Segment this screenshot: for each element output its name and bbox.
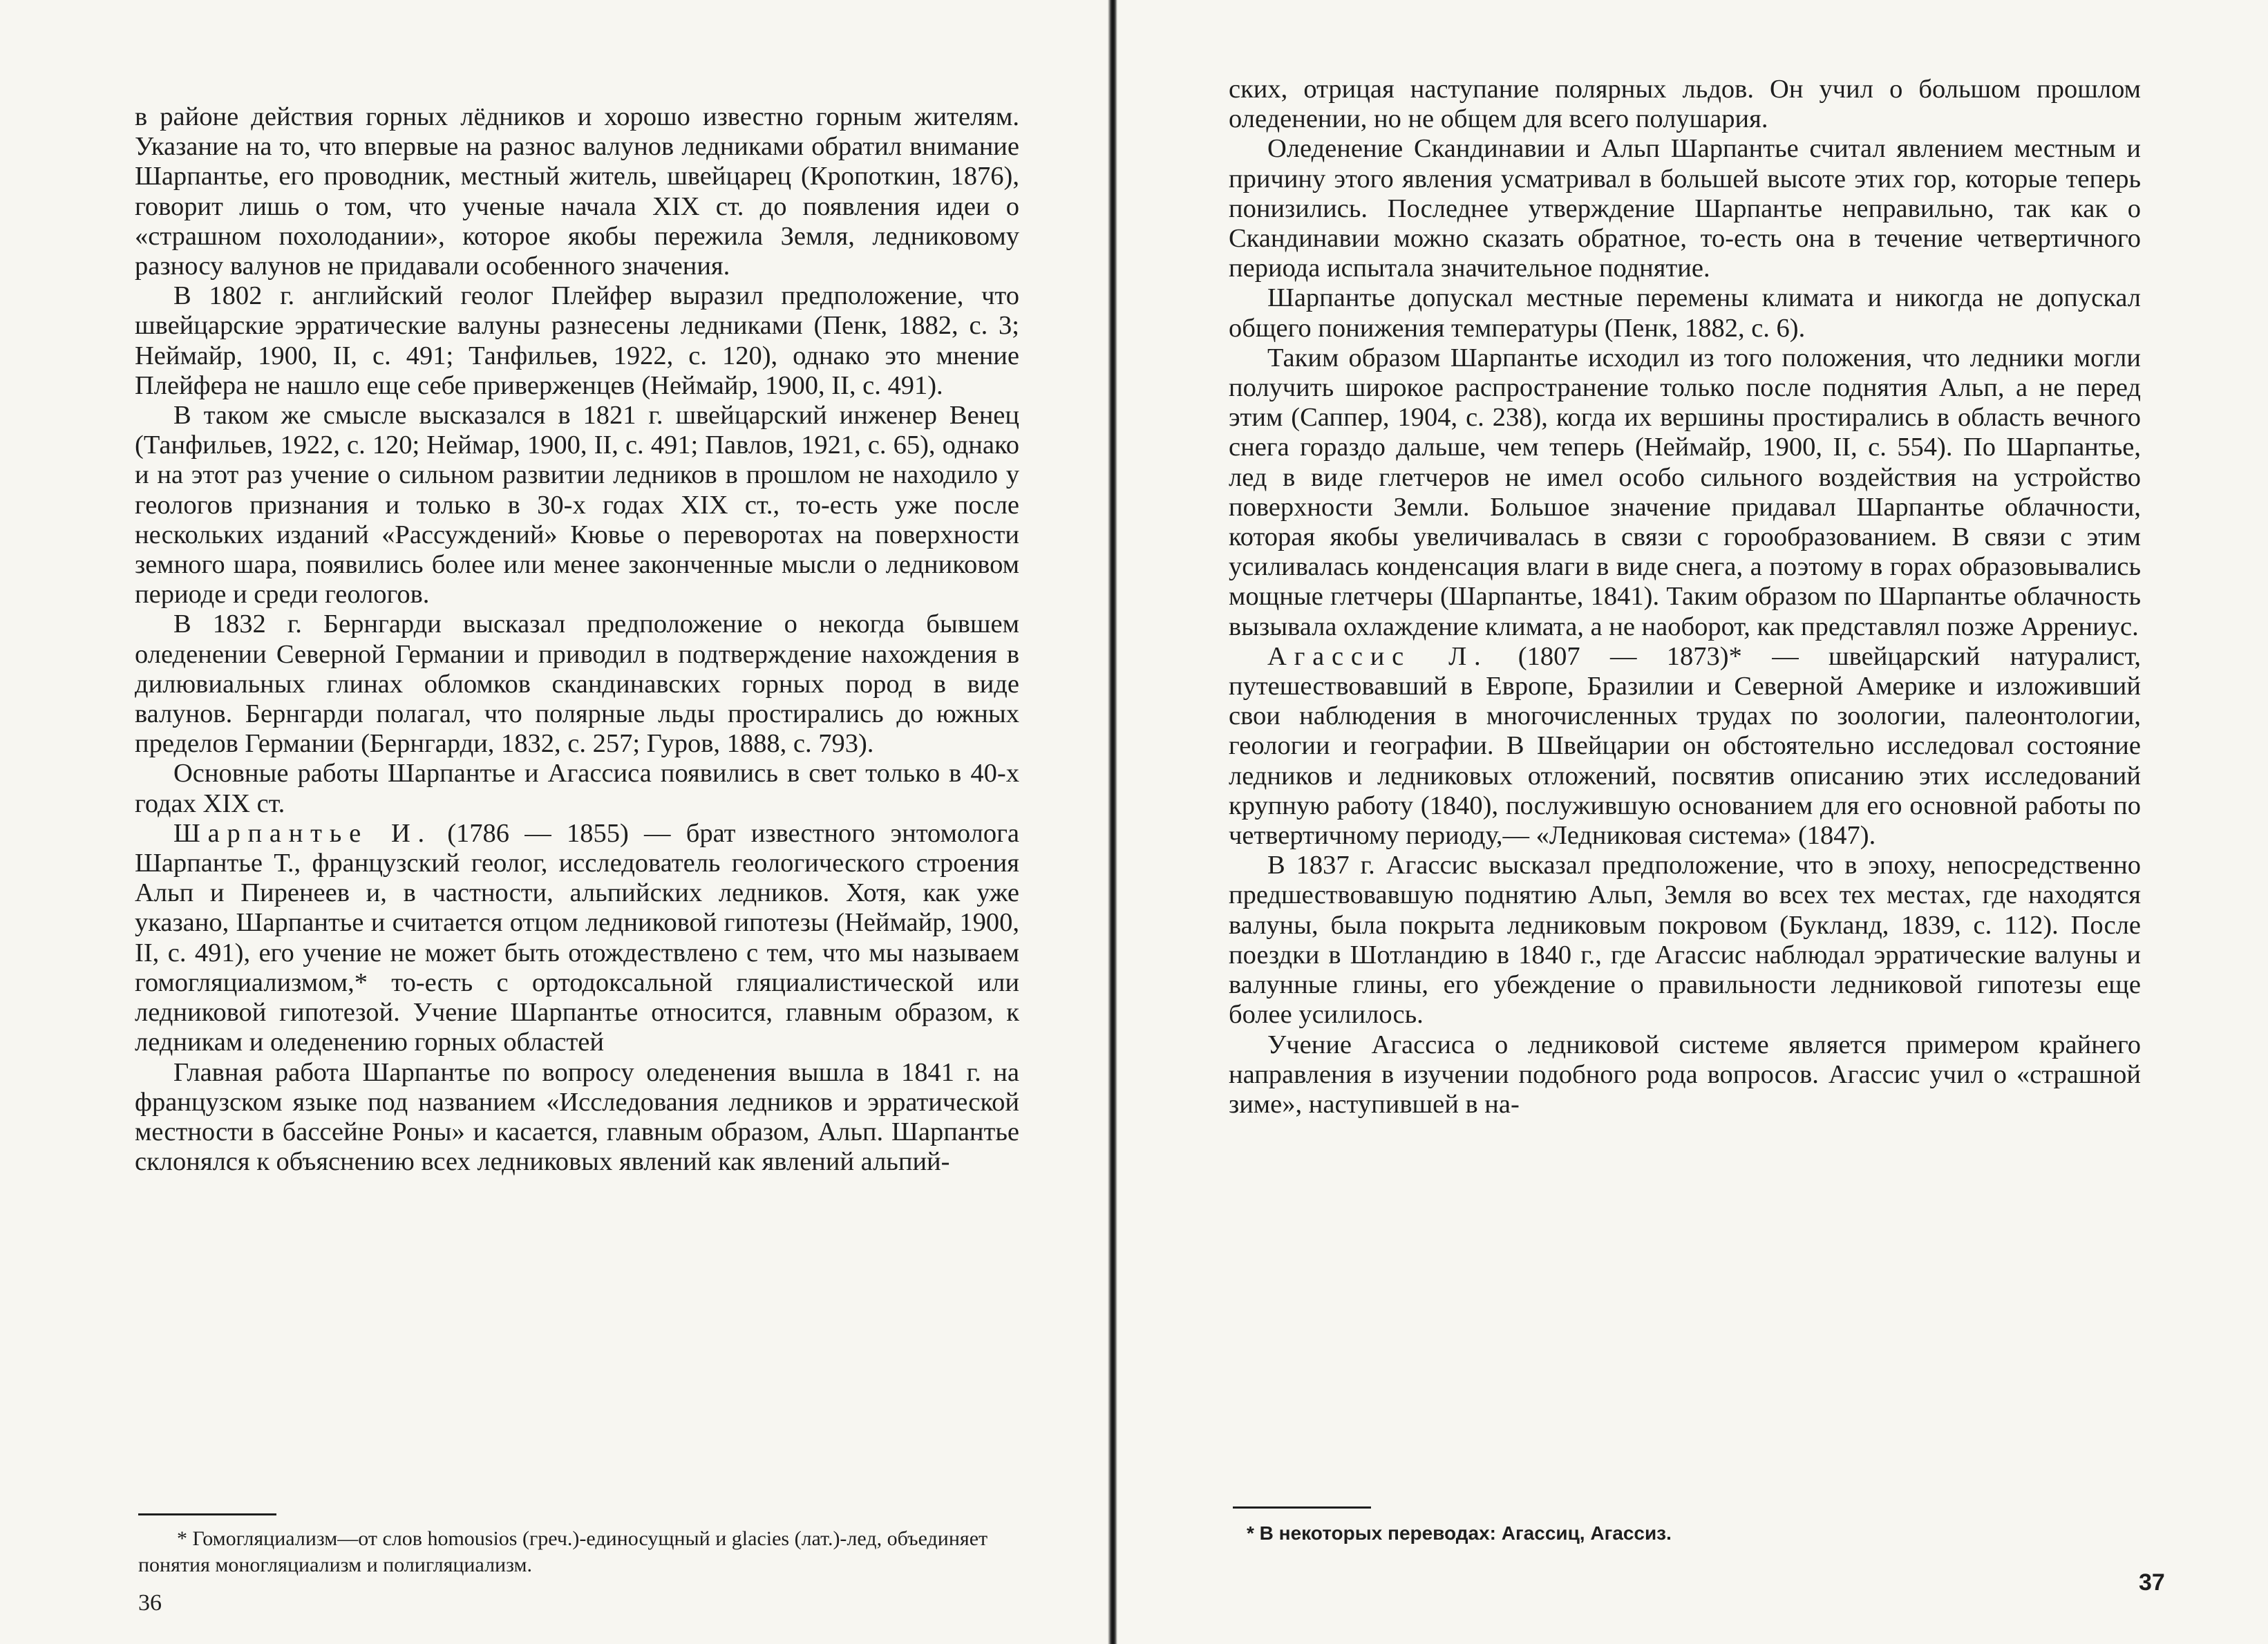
paragraph: Главная работа Шарпантье по вопросу оледенения вышла в 1841 г. на французском языке под названием «Исследования ледников и эрратической местности в бассейне Роны» и касается, главным образом, Альп. Шарпантье склонялся к объяснению всех ледниковых явлений как явлений альпий-	[135, 1057, 1019, 1177]
footnote: * В некоторых переводах: Агассиц, Агассиз.	[1247, 1522, 1672, 1544]
footnote-rule	[138, 1513, 276, 1515]
paragraph: В 1832 г. Бернгарди высказал предположение о некогда бывшем оледенении Северной Германии и приводил в подтверждение нахождения в дилювиальных глинах обломков скандинавских горных пород в виде валунов. Бернгарди полагал, что полярные льды простирались до южных пределов Германии (Бернгарди, 1832, с. 257; Гуров, 1888, с. 793).	[135, 610, 1019, 759]
paragraph: Учение Агассиса о ледниковой системе является примером крайнего направления в изучении подобного рода вопросов. Агассис учил о «страшной зиме», наступившей в на-	[1229, 1030, 2141, 1119]
footnote-rule	[1233, 1506, 1371, 1509]
paragraph: в районе действия горных лёдников и хорошо известно горным жителям. Указание на то, что впервые на разнос валунов ледниками обратил внимание Шарпантье, его проводник, местный житель, швейцарец (Кропоткин, 1876), говорит лишь о том, что ученые начала XIX ст. до появления идеи о «страшном похолодании», которое якобы пережила Земля, ледниковому разносу валунов не придавали особенного значения.	[135, 102, 1019, 281]
spaced-name: Агассис Л.	[1267, 641, 1489, 671]
paragraph-text: (1807 — 1873)* — швейцарский натуралист, путешествовавший в Европе, Бразилии и Северной Америке и изложивший свои наблюдения в многочисленных трудах по зоологии, палеонтологии, геологии и географии. В Швейцарии он обстоятельно исследовал состояние ледников и ледниковых отложений, посвятив описанию этих исследований крупную работу (1840), послужившую основанием для его основной работы по четвертичному периоду,— «Ледниковая система» (1847).	[1229, 641, 2141, 851]
footnote: * Гомогляциализм—от слов homousios (греч.)-единосущный и glacies (лат.)-лед, объединяет понятия моногляциализм и полигляциализм.	[138, 1527, 988, 1576]
left-page	[0, 0, 1106, 1644]
page-number: 36	[138, 1590, 162, 1616]
paragraph-text: (1786 — 1855) — брат известного энтомолога Шарпантье Т., французский геолог, исследователь геологического строения Альп и Пиренеев и, в частности, альпийских ледников. Хотя, как уже указано, Шарпантье и считается отцом ледниковой гипотезы (Неймайр, 1900, II, с. 491), его учение не может быть отождествлено с тем, что мы называем гомогляциализмом,* то-есть с ортодоксальной гляциалистической или ледниковой гипотезой. Учение Шарпантье относится, главным образом, к ледникам и оледенению горных областей	[135, 818, 1020, 1057]
left-page-text	[135, 102, 1019, 1177]
book-gutter	[1108, 0, 1117, 1644]
paragraph: Оледенение Скандинавии и Альп Шарпантье считал явлением местным и причину этого явления усматривал в большей высоте этих гор, которые теперь понизились. Последнее утверждение Шарпантье неправильно, так как о Скандинавии можно сказать обратное, то-есть она в течение четвертичного периода испытала значительное поднятие.	[1229, 134, 2141, 283]
right-page	[1119, 0, 2268, 1644]
paragraph: ских, отрицая наступание полярных льдов. Он учил о большом прошлом оледенении, но не общем для всего полушария.	[1229, 75, 2141, 134]
paragraph: В 1802 г. английский геолог Плейфер выразил предположение, что швейцарские эрратические валуны разнесены ледниками (Пенк, 1882, с. 3; Неймайр, 1900, II, с. 491; Танфильев, 1922, с. 120), однако это мнение Плейфера не нашло еще себе приверженцев (Неймайр, 1900, II, с. 491).	[135, 281, 1019, 400]
paragraph: Шарпантье допускал местные перемены климата и никогда не допускал общего понижения температуры (Пенк, 1882, с. 6).	[1229, 283, 2141, 343]
paragraph	[135, 819, 1019, 1058]
paragraph	[1229, 642, 2141, 851]
paragraph: Основные работы Шарпантье и Агассиса появились в свет только в 40-х годах XIX ст.	[135, 759, 1019, 818]
paragraph: В таком же смысле высказался в 1821 г. швейцарский инженер Венец (Танфильев, 1922, с. 120; Неймар, 1900, II, с. 491; Павлов, 1921, с. 65), однако и на этот раз учение о сильном развитии ледников в прошлом не находило у геологов признания и только в 30-х годах XIX ст., то-есть уже после нескольких изданий «Рассуждений» Кювье о переворотах на поверхности земного шара, появились более или менее законченные мысли о ледниковом периоде и среди геологов.	[135, 401, 1019, 610]
spaced-name: Шарпантье И.	[173, 818, 432, 848]
paragraph: Таким образом Шарпантье исходил из того положения, что ледники могли получить широкое распространение только после поднятия Альп, а не перед этим (Саппер, 1904, с. 238), когда их вершины простирались в область вечного снега гораздо дальше, чем теперь (Неймайр, 1900, II, с. 554). По Шарпантье, лед в виде глетчеров не имел особо сильного воздействия на устройство поверхности Земли. Большое значение придавал Шарпантье облачности, которая якобы увеличивалась в связи с горообразованием. В связи с этим усиливалась конденсация влаги в виде снега, а поэтому в горах образовывались мощные глетчеры (Шарпантье, 1841). Таким образом по Шарпантье облачность вызывала охлаждение климата, а не наоборот, как представлял позже Аррениус.	[1229, 343, 2141, 641]
right-page-text	[1229, 75, 2141, 1119]
page-number: 37	[2139, 1569, 2165, 1596]
paragraph: В 1837 г. Агассис высказал предположение, что в эпоху, непосредственно предшествовавшую поднятию Альп, Земля во всех тех местах, где находятся валуны, была покрыта ледниковым покровом (Букланд, 1839, с. 112). После поездки в Шотландию в 1840 г., где Агассис наблюдал эрратические валуны и валунные глины, его убеждение о правильности ледниковой гипотезы еще более усилилось.	[1229, 851, 2141, 1030]
